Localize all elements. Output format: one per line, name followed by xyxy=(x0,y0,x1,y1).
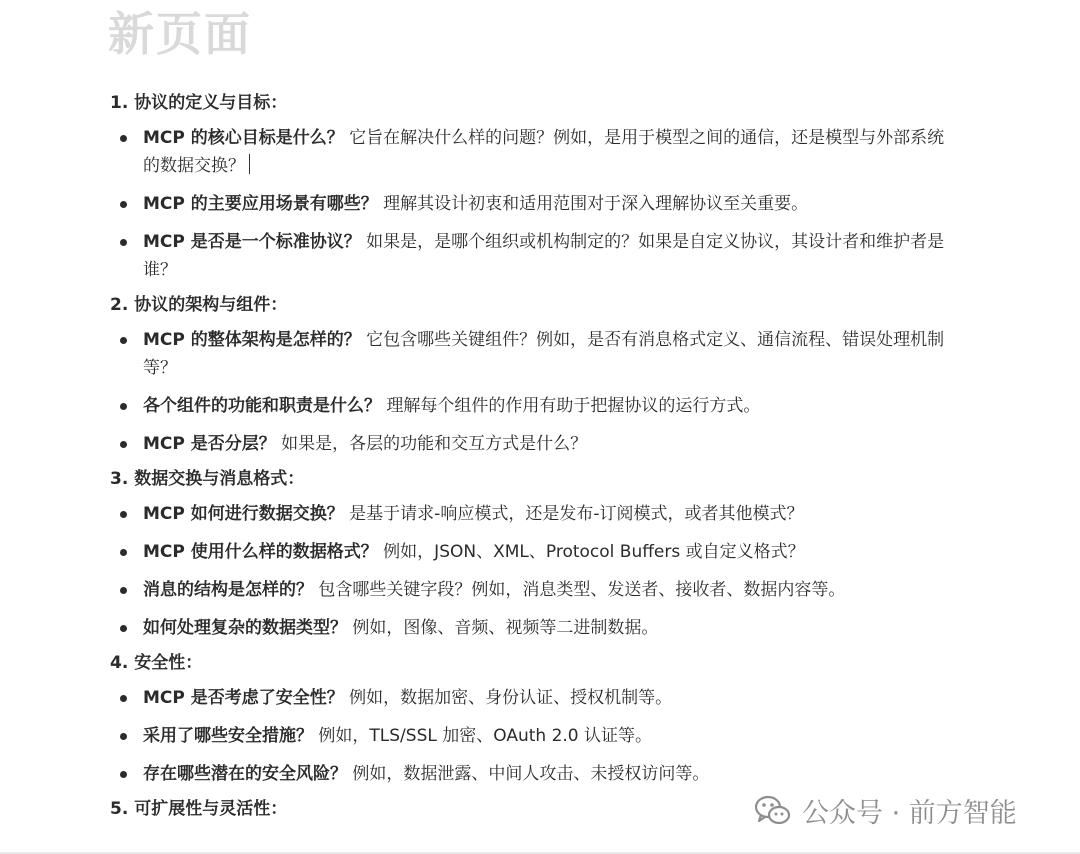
bullet-dot-icon xyxy=(120,733,127,740)
bullet-dot-icon xyxy=(120,511,127,518)
bullet-dot-icon xyxy=(120,135,127,142)
bullet-dot-icon xyxy=(120,201,127,208)
section xyxy=(110,294,960,458)
bullet-list xyxy=(110,124,960,284)
answer-text: 包含哪些关键字段？例如，消息类型、发送者、接收者、数据内容等。 xyxy=(313,580,846,600)
bullet-dot-icon xyxy=(120,441,127,448)
text-cursor xyxy=(249,154,250,174)
list-item[interactable] xyxy=(110,500,960,528)
section-heading[interactable]: 1. 协议的定义与目标： xyxy=(110,93,288,113)
question-text: MCP 是否是一个标准协议？ xyxy=(143,232,361,252)
list-item[interactable] xyxy=(110,684,960,712)
bullet-dot-icon xyxy=(120,549,127,556)
question-text: MCP 如何进行数据交换？ xyxy=(143,504,344,524)
question-text: 各个组件的功能和职责是什么？ xyxy=(143,396,381,416)
bullet-dot-icon xyxy=(120,403,127,410)
list-item[interactable] xyxy=(110,124,960,180)
section xyxy=(110,652,960,788)
section-heading[interactable]: 2. 协议的架构与组件： xyxy=(110,295,288,315)
bullet-dot-icon xyxy=(120,337,127,344)
section-heading[interactable]: 3. 数据交换与消息格式： xyxy=(110,469,305,489)
answer-text: 它旨在解决什么样的问题？例如，是用于模型之间的通信，还是模型与外部系统的数据交换？ xyxy=(143,128,945,176)
list-item[interactable] xyxy=(110,760,960,788)
list-item[interactable] xyxy=(110,430,960,458)
list-item[interactable] xyxy=(110,326,960,382)
answer-text: 例如，数据泄露、中间人攻击、未授权访问等。 xyxy=(347,764,710,784)
bullet-dot-icon xyxy=(120,239,127,246)
list-item[interactable] xyxy=(110,190,960,218)
section-heading[interactable]: 4. 安全性： xyxy=(110,653,203,673)
question-text: MCP 的主要应用场景有哪些？ xyxy=(143,194,378,214)
watermark xyxy=(752,788,1017,832)
watermark-text: 公众号 · 前方智能 xyxy=(802,797,1017,829)
answer-text: 如果是，各层的功能和交互方式是什么？ xyxy=(275,434,588,454)
answer-text: 例如，TLS/SSL 加密、OAuth 2.0 认证等。 xyxy=(313,726,653,746)
list-item[interactable] xyxy=(110,614,960,642)
question-text: 消息的结构是怎样的？ xyxy=(143,580,313,600)
question-text: 存在哪些潜在的安全风险？ xyxy=(143,764,347,784)
question-text: 采用了哪些安全措施？ xyxy=(143,726,313,746)
bullet-dot-icon xyxy=(120,695,127,702)
answer-text: 例如，图像、音频、视频等二进制数据。 xyxy=(347,618,659,638)
list-item[interactable] xyxy=(110,722,960,750)
bullet-list xyxy=(110,326,960,458)
question-text: 如何处理复杂的数据类型？ xyxy=(143,618,347,638)
answer-text: 理解每个组件的作用有助于把握协议的运行方式。 xyxy=(381,396,761,416)
list-item[interactable] xyxy=(110,392,960,420)
bullet-list xyxy=(110,684,960,788)
list-item[interactable] xyxy=(110,538,960,566)
question-text: MCP 是否考虑了安全性？ xyxy=(143,688,344,708)
list-item[interactable] xyxy=(110,228,960,284)
section xyxy=(110,468,960,642)
answer-text: 如果是，是哪个组织或机构制定的？如果是自定义协议，其设计者和维护者是谁？ xyxy=(143,232,945,280)
question-text: MCP 使用什么样的数据格式？ xyxy=(143,542,378,562)
answer-text: 是基于请求-响应模式，还是发布-订阅模式，或者其他模式？ xyxy=(343,504,804,524)
bullet-list xyxy=(110,500,960,642)
wechat-icon xyxy=(752,790,792,830)
answer-text: 它包含哪些关键组件？例如，是否有消息格式定义、通信流程、错误处理机制等？ xyxy=(143,330,945,378)
section xyxy=(110,92,960,284)
question-text: MCP 是否分层？ xyxy=(143,434,276,454)
bullet-dot-icon xyxy=(120,587,127,594)
question-text: MCP 的整体架构是怎样的？ xyxy=(143,330,361,350)
answer-text: 例如，数据加密、身份认证、授权机制等。 xyxy=(343,688,673,708)
bullet-dot-icon xyxy=(120,771,127,778)
section-heading[interactable]: 5. 可扩展性与灵活性： xyxy=(110,799,288,819)
answer-text: 例如，JSON、XML、Protocol Buffers 或自定义格式？ xyxy=(377,542,805,562)
bullet-dot-icon xyxy=(120,625,127,632)
document-content xyxy=(110,86,960,830)
page-title[interactable]: 新页面 xyxy=(108,7,252,61)
answer-text: 理解其设计初衷和适用范围对于深入理解协议至关重要。 xyxy=(377,194,809,214)
question-text: MCP 的核心目标是什么？ xyxy=(143,128,344,148)
list-item[interactable] xyxy=(110,576,960,604)
